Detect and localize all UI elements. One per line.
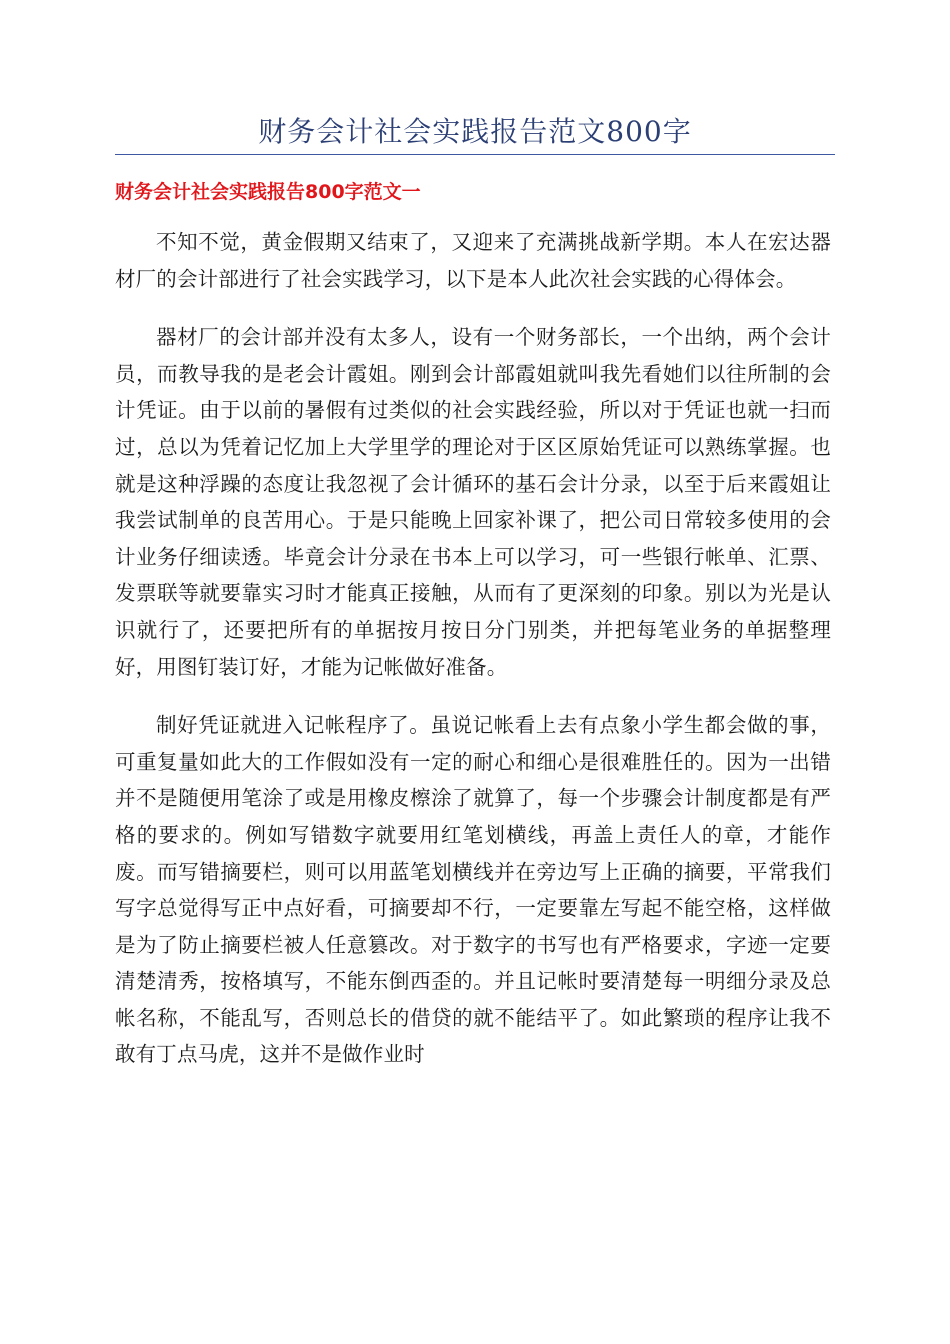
title-underline bbox=[115, 154, 835, 155]
paragraph-3: 制好凭证就进入记帐程序了。虽说记帐看上去有点象小学生都会做的事，可重复量如此大的工作假如没有一定的耐心和细心是很难胜任的。因为一出错并不是随便用笔涂了或是用橡皮檫涂了就算了，每一个步骤会计制度都是有严格的要求的。例如写错数字就要用红笔划横线，再盖上责任人的章，才能作废。而写错摘要栏，则可以用蓝笔划横线并在旁边写上正确的摘要，平常我们写字总觉得写正中点好看，可摘要却不行，一定要靠左写起不能空格，这样做是为了防止摘要栏被人任意篡改。对于数字的书写也有严格要求，字迹一定要清楚清秀，按格填写，不能东倒西歪的。并且记帐时要清楚每一明细分录及总帐名称，不能乱写，否则总长的借贷的就不能结平了。如此繁琐的程序让我不敢有丁点马虎，这并不是做作业时 bbox=[115, 713, 831, 1067]
section-heading: 财务会计社会实践报告800字范文一 bbox=[115, 181, 421, 203]
paragraph-2: 器材厂的会计部并没有太多人，设有一个财务部长，一个出纳，两个会计员，而教导我的是老会计霞姐。刚到会计部霞姐就叫我先看她们以往所制的会计凭证。由于以前的暑假有过类似的社会实践经验，所以对于凭证也就一扫而过，总以为凭着记忆加上大学里学的理论对于区区原始凭证可以熟练掌握。也就是这种浮躁的态度让我忽视了会计循环的基石会计分录，以至于后来霞姐让我尝试制单的良苦用心。于是只能晚上回家补课了，把公司日常较多使用的会计业务仔细读透。毕竟会计分录在书本上可以学习，可一些银行帐单、汇票、发票联等就要靠实习时才能真正接触，从而有了更深刻的印象。别以为光是认识就行了，还要把所有的单据按月按日分门别类，并把每笔业务的单据整理好，用图钉装订好，才能为记帐做好准备。 bbox=[115, 325, 831, 679]
paragraph-1: 不知不觉，黄金假期又结束了，又迎来了充满挑战新学期。本人在宏达器材厂的会计部进行了社会实践学习，以下是本人此次社会实践的心得体会。 bbox=[115, 230, 831, 291]
body-text bbox=[115, 224, 831, 1095]
document-title: 财务会计社会实践报告范文800字 bbox=[258, 115, 692, 148]
